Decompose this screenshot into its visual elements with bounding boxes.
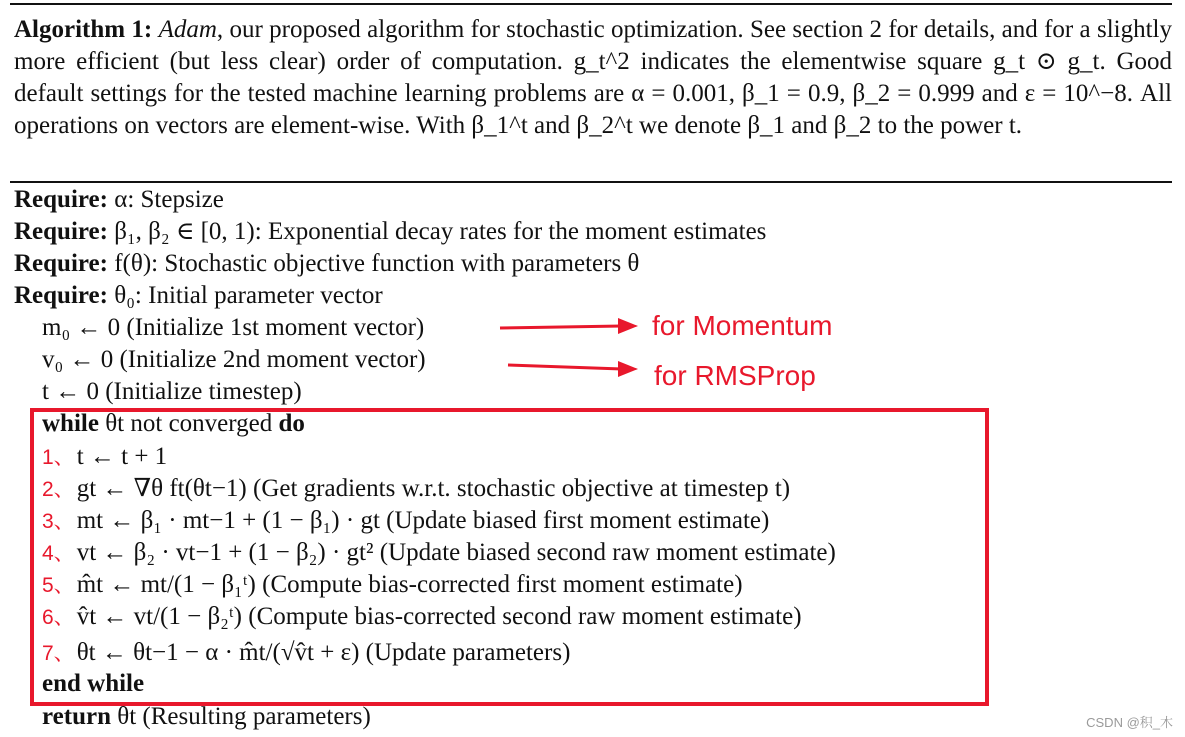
require-keyword: Require: (14, 218, 108, 245)
step-line (42, 569, 743, 602)
arrow-icon (500, 318, 638, 334)
step-text: m̂t ← mt/(1 − β₁ᵗ) (Compute bias-corrected first moment estimate) (76, 571, 743, 598)
return-line (42, 701, 371, 733)
step-line (42, 505, 769, 538)
step-number: 5、 (42, 574, 75, 597)
init-line-t: t ← 0 (Initialize timestep) (42, 378, 302, 405)
require-text: f(θ): Stochastic objective function with parameters θ (114, 250, 640, 277)
while-keyword: while (42, 410, 99, 437)
step-number: 7、 (42, 642, 75, 665)
require-text: α: Stepsize (114, 186, 224, 213)
return-text: θt (Resulting parameters) (117, 703, 371, 730)
step-text: mt ← β₁ · mt−1 + (1 − β₁) · gt (Update biased first moment estimate) (76, 507, 770, 534)
require-text: θ₀: Initial parameter vector (114, 282, 383, 309)
require-keyword: Require: (14, 186, 108, 213)
step-line (42, 601, 802, 634)
annotation-momentum: for Momentum (652, 310, 833, 341)
watermark: CSDN @积_木 (1086, 715, 1173, 730)
step-line (42, 637, 570, 670)
algorithm-name: Adam (158, 16, 217, 43)
step-number: 3、 (42, 510, 75, 533)
step-text: θt ← θt−1 − α · m̂t/(√v̂t + ε) (Update parameters) (76, 639, 571, 666)
step-number: 1、 (42, 446, 75, 469)
step-line (42, 537, 836, 570)
init-line-m0: m₀ ← 0 (Initialize 1st moment vector) (42, 314, 425, 341)
step-text: v̂t ← vt/(1 − β₂ᵗ) (Compute bias-corrected second raw moment estimate) (76, 603, 802, 630)
step-text: vt ← β₂ · vt−1 + (1 − β₂) · gt² (Update biased second raw moment estimate) (76, 539, 836, 566)
require-keyword: Require: (14, 282, 108, 309)
step-line (42, 441, 167, 474)
return-keyword: return (42, 703, 111, 730)
algorithm-label: Algorithm 1: (14, 16, 153, 43)
while-line (42, 408, 305, 440)
step-number: 2、 (42, 478, 75, 501)
end-while-line: end while (42, 670, 145, 697)
step-text: gt ← ∇θ ft(θt−1) (Get gradients w.r.t. stochastic objective at timestep t) (76, 475, 791, 502)
step-number: 4、 (42, 542, 75, 565)
arrow-icon (508, 361, 638, 377)
caption-text: , our proposed algorithm for stochastic optimization. See section 2 for details, and for a slightly more efficient (but less clear) order of computation. g_t^2 indicates the elementwise square g_t ⊙ g_t. Good default settings for the tested machine learning problems are α = 0.001, β_1 = 0.9, β_2 = 0.999 and ε = 10^−8. All operations on vectors are element-wise. With β_1^t and β_2^t we denote β_1 and β_2 to the power t. (14, 16, 1172, 139)
step-text: t ← t + 1 (76, 443, 168, 470)
step-line (42, 473, 790, 506)
require-keyword: Require: (14, 250, 108, 277)
step-number: 6、 (42, 606, 75, 629)
init-line-v0: v₀ ← 0 (Initialize 2nd moment vector) (42, 346, 426, 373)
require-text: β₁, β₂ ∈ [0, 1): Exponential decay rates for the moment estimates (114, 218, 767, 245)
annotation-rmsprop: for RMSProp (654, 360, 816, 391)
while-condition: θt not converged (105, 410, 273, 437)
do-keyword: do (278, 410, 305, 437)
